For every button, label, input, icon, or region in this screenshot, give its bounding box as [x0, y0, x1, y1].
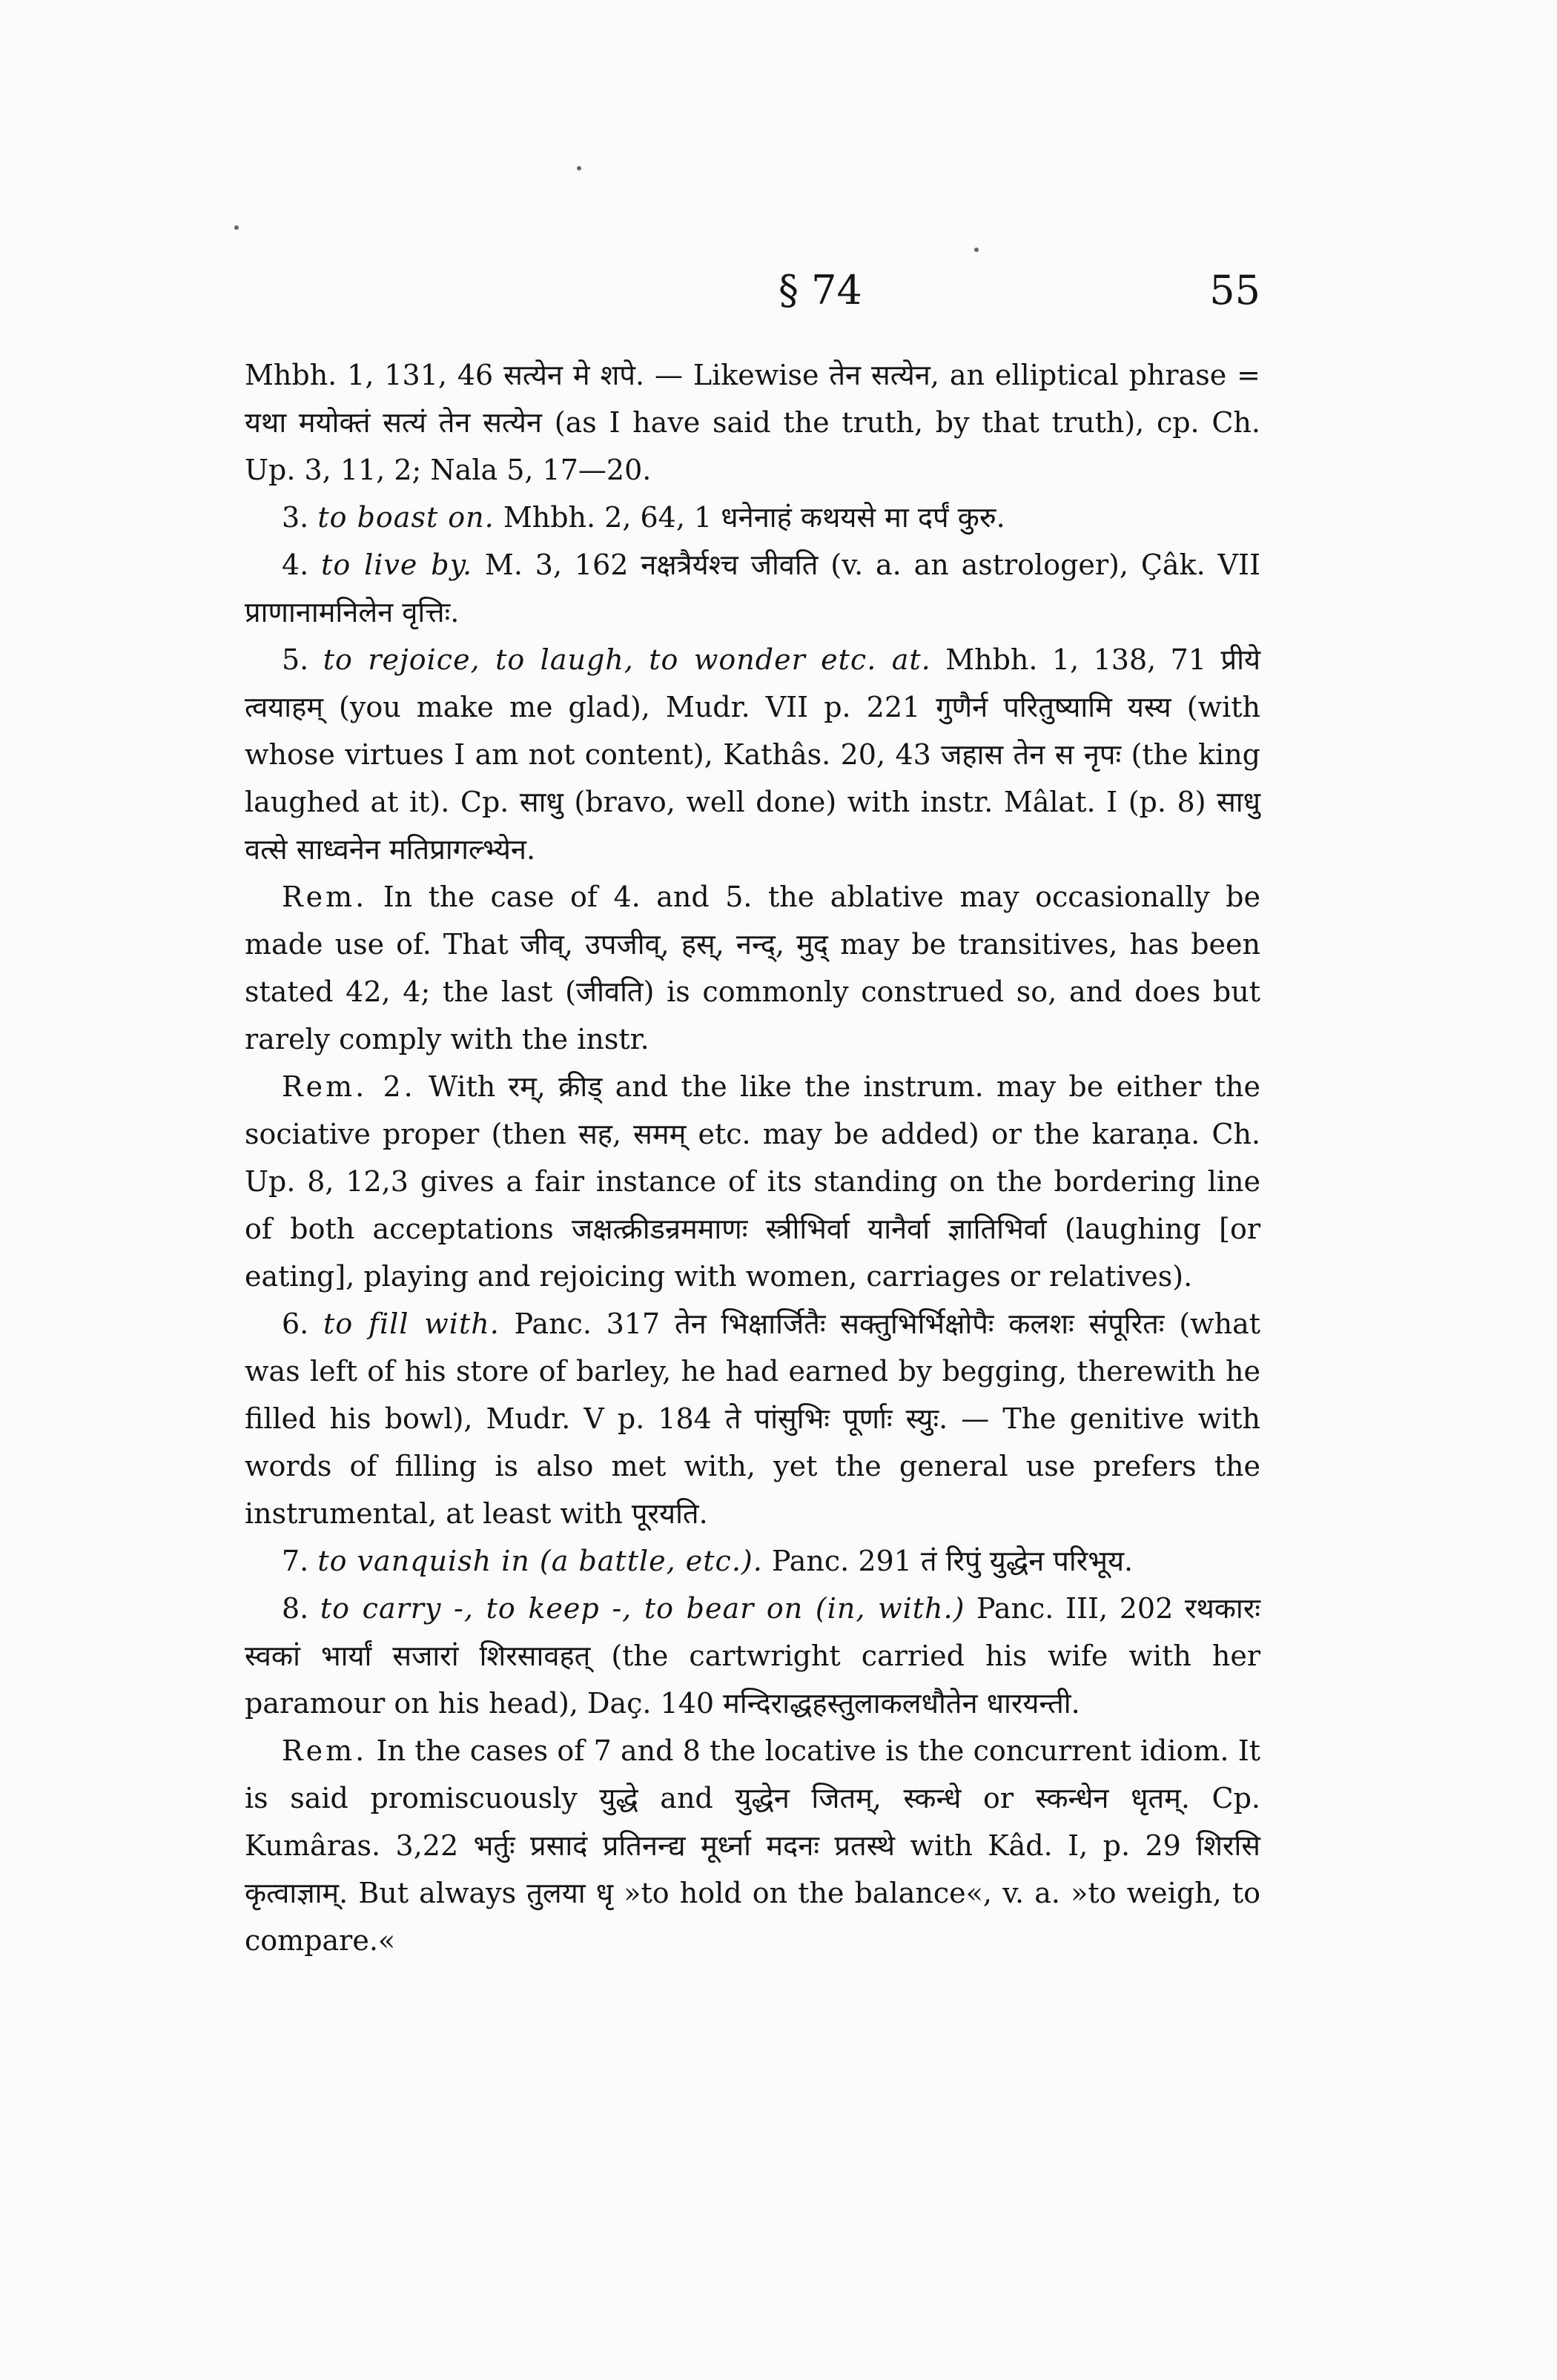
remark-text: In the case of 4. and 5. the ablative may occasionally be made use of. That जीव्, उपजीव्, हस्, नन्द्, मुद् may be transitives, has been stated 42, 4; the last (जीवति) is commonly construed so, and does but rarely comply with the instr. [245, 881, 1260, 1055]
remark-label: Rem. [282, 881, 368, 913]
remark-3 [245, 1727, 1260, 1964]
section-mark: § 74 [778, 267, 862, 314]
item-text: Mhbh. 2, 64, 1 धनेनाहं कथयसे मा दर्पं कुरु. [494, 501, 1005, 534]
paper-speck [577, 166, 581, 170]
page-number: 55 [1209, 267, 1260, 314]
item-heading: to carry -, to keep -, to bear on (in, with.) [320, 1592, 965, 1625]
item-number: 6. [282, 1307, 309, 1340]
item-number: 7. [282, 1545, 309, 1577]
item-7 [245, 1537, 1260, 1585]
item-number: 5. [282, 643, 309, 676]
remark-text: In the cases of 7 and 8 the locative is the concurrent idiom. It is said promiscuously युद्धे and युद्धेन जितम्, स्कन्धे or स्कन्धेन धृतम्. Cp. Kumâras. 3,22 भर्तुः प्रसादं प्रतिनन्द्य मूर्ध्ना मदनः प्रतस्थे with Kâd. I, p. 29 शिरसि कृत्वाज्ञाम्. But always तुलया धृ »to hold on the balance«, v. a. »to weigh, to compare.« [245, 1734, 1260, 1957]
paragraph-intro [245, 351, 1260, 494]
item-4 [245, 541, 1260, 636]
item-text: Panc. 317 तेन भिक्षार्जितैः सक्तुभिर्भिक्षोपैः कलशः संपूरितः (what was left of his store of barley, he had earned by begging, therewith he filled his bowl), Mudr. V p. 184 ते पांसुभिः पूर्णाः स्युः. — The genitive with words of filling is also met with, yet the general use prefers the instrumental, at least with पूरयति. [245, 1307, 1260, 1530]
item-heading: to vanquish in (a battle, etc.). [317, 1545, 763, 1577]
body-text [245, 351, 1260, 1964]
item-heading: to live by. [321, 548, 473, 581]
item-heading: to boast on. [317, 501, 495, 534]
remark-2 [245, 1063, 1260, 1300]
item-text: Panc. 291 तं रिपुं युद्धेन परिभूय. [762, 1545, 1134, 1577]
page-header [245, 267, 1260, 319]
item-number: 3. [282, 501, 309, 534]
paper-speck [234, 225, 239, 230]
item-number: 8. [282, 1592, 309, 1625]
paragraph-text: Mhbh. 1, 131, 46 सत्येन मे शपे. — Likewise तेन सत्येन, an elliptical phrase = यथा मयोक्तं सत्यं तेन सत्येन (as I have said the truth, by that truth), cp. Ch. Up. 3, 11, 2; Nala 5, 17—20. [245, 359, 1260, 486]
item-text: M. 3, 162 नक्षत्रैर्यश्च जीवति (v. a. an astrologer), Çâk. VII प्राणानामनिलेन वृत्तिः. [245, 548, 1260, 629]
item-3 [245, 494, 1260, 541]
remark-1 [245, 873, 1260, 1063]
item-number: 4. [282, 548, 309, 581]
item-text: Panc. III, 202 रथकारः स्वकां भार्यां सजारां शिरसावहत् (the cartwright carried his wife with her paramour on his head), Daç. 140 मन्दिराद्धहस्तुलाकलधौतेन धारयन्ती. [245, 1592, 1260, 1720]
remark-label: Rem. [282, 1734, 368, 1767]
item-8 [245, 1585, 1260, 1727]
item-6 [245, 1300, 1260, 1537]
item-5 [245, 636, 1260, 873]
item-text: Mhbh. 1, 138, 71 प्रीये त्वयाहम् (you make me glad), Mudr. VII p. 221 गुणैर्न परितुष्यामि यस्य (with whose virtues I am not content), Kathâs. 20, 43 जहास तेन स नृपः (the king laughed at it). Cp. साधु (bravo, well done) with instr. Mâlat. I (p. 8) साधु वत्से साध्वनेन मतिप्रागल्भ्येन. [245, 643, 1260, 866]
item-heading: to rejoice, to laugh, to wonder etc. at. [323, 643, 931, 676]
item-heading: to fill with. [323, 1307, 500, 1340]
paper-speck [974, 248, 979, 252]
remark-label: Rem. 2. [282, 1070, 416, 1103]
remark-text: With रम्, क्रीड् and the like the instrum. may be either the sociative proper (then सह, समम् etc. may be added) or the karaṇa. Ch. Up. 8, 12,3 gives a fair instance of its standing on the bordering line of both acceptations जक्षत्क्रीडन्रममाणः स्त्रीभिर्वा यानैर्वा ज्ञातिभिर्वा (laughing [or eating], playing and rejoicing with women, carriages or relatives). [245, 1070, 1260, 1293]
